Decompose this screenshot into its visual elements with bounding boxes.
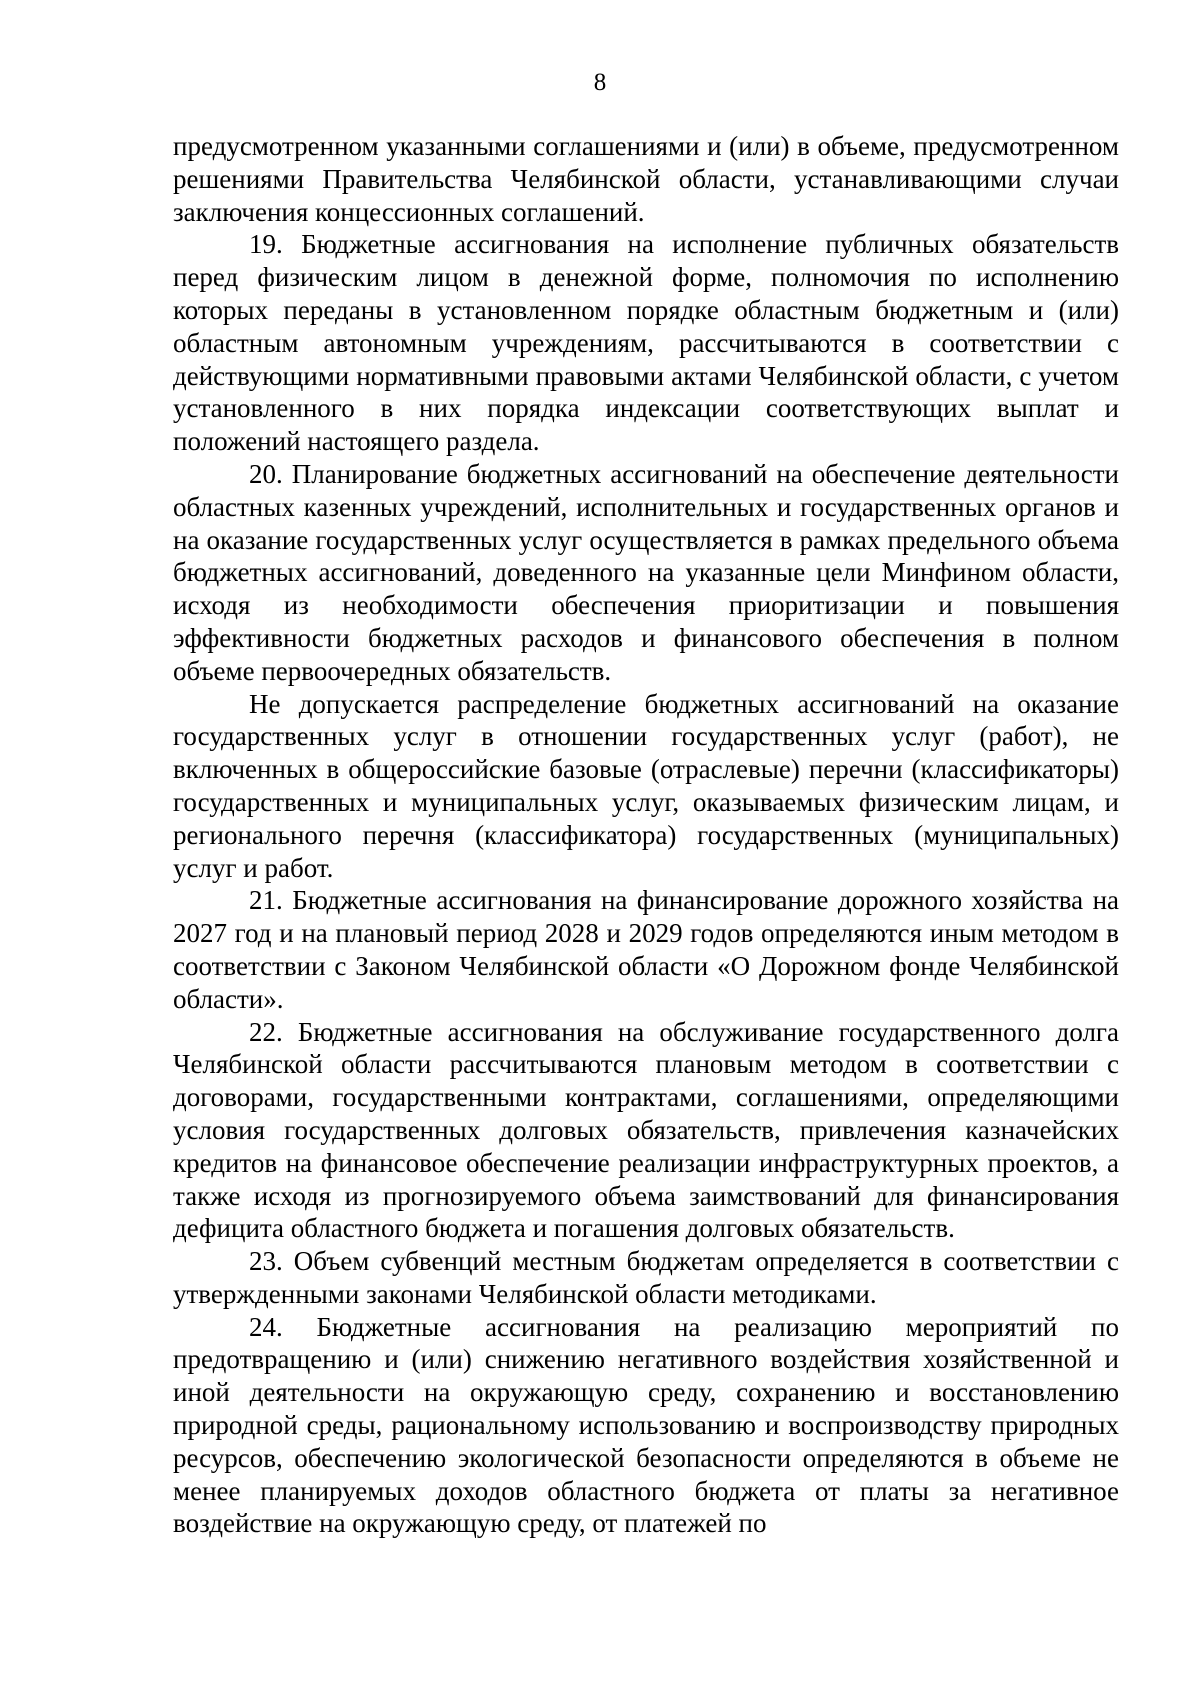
document-body: [173, 130, 1119, 1540]
paragraph-item-20: 20. Планирование бюджетных ассигнований на обеспечение деятельности областных казенных учреждений, исполнительных и государственных органов и на оказание государственных услуг осуществляется в рамках предельного объема бюджетных ассигнований, доведенного на указанные цели Минфином области, исходя из необходимости обеспечения приоритизации и повышения эффективности бюджетных расходов и финансового обеспечения в полном объеме первоочередных обязательств.: [173, 458, 1119, 686]
paragraph-continuation: предусмотренном указанными соглашениями и (или) в объеме, предусмотренном решениями Правительства Челябинской области, устанавливающими случаи заключения концессионных соглашений.: [173, 131, 1119, 227]
paragraph-item-22: 22. Бюджетные ассигнования на обслуживание государственного долга Челябинской области рассчитываются плановым методом в соответствии с договорами, государственными контрактами, соглашениями, определяющими условия государственных долговых обязательств, привлечения казначейских кредитов на финансовое обеспечение реализации инфраструктурных проектов, а также исходя из прогнозируемого объема заимствований для финансирования дефицита областного бюджета и погашения долговых обязательств.: [173, 1016, 1119, 1244]
paragraph-item-19: 19. Бюджетные ассигнования на исполнение публичных обязательств перед физическим лицом в денежной форме, полномочия по исполнению которых переданы в установленном порядке областным бюджетным и (или) областным автономным учреждениям, рассчитываются в соответствии с действующими нормативными правовыми актами Челябинской области, с учетом установленного в них порядка индексации соответствующих выплат и положений настоящего раздела.: [173, 229, 1119, 457]
paragraph-item-24: 24. Бюджетные ассигнования на реализацию мероприятий по предотвращению и (или) снижению негативного воздействия хозяйственной и иной деятельности на окружающую среду, сохранению и восстановлению природной среды, рациональному использованию и воспроизводству природных ресурсов, обеспечению экологической безопасности определяются в объеме не менее планируемых доходов областного бюджета от платы за негативное воздействие на окружающую среду, от платежей по: [173, 1311, 1119, 1539]
page-number: 8: [593, 69, 607, 96]
paragraph-item-23: 23. Объем субвенций местным бюджетам определяется в соответствии с утвержденными законами Челябинской области методиками.: [173, 1246, 1119, 1309]
paragraph-item-21: 21. Бюджетные ассигнования на финансирование дорожного хозяйства на 2027 год и на плановый период 2028 и 2029 годов определяются иным методом в соответствии с Законом Челябинской области «О Дорожном фонде Челябинской области».: [173, 885, 1119, 1014]
paragraph-item-20-restriction: Не допускается распределение бюджетных ассигнований на оказание государственных услуг в отношении государственных услуг (работ), не включенных в общероссийские базовые (отраслевые) перечни (классификаторы) государственных и муниципальных услуг, оказываемых физическим лицам, и регионального перечня (классификатора) государственных (муниципальных) услуг и работ.: [173, 688, 1119, 883]
